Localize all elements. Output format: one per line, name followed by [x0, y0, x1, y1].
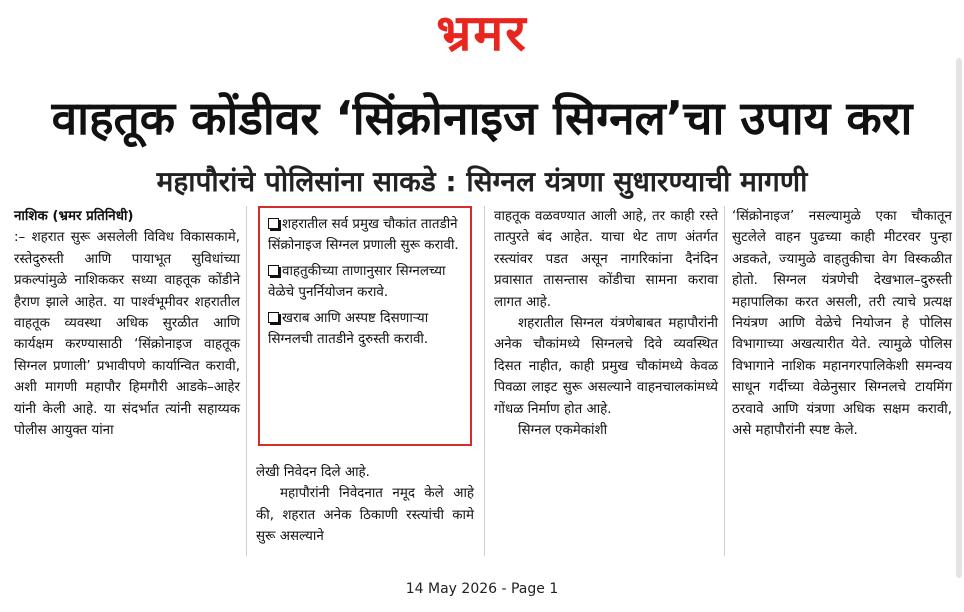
- column-2-para-2: महापौरांनी निवेदनात नमूद केले आहे की, शहरात अनेक ठिकाणी रस्त्यांची कामे सुरू असल्याने: [256, 486, 474, 545]
- column-3-para-1: वाहतूक वळवण्यात आली आहे, तर काही रस्ते तात्पुरते बंद आहेत. याचा थेट ताण अंतर्गत रस्त्यांवर पडत असून नागरिकांना दैनंदिन प्रवासात तासन्तास कोंडीचा सामना करावा लागत आहे.: [494, 209, 718, 310]
- column-1-text: :– शहरात सुरू असलेली विविध विकासकामे, रस्तेदुरुस्ती आणि पायाभूत सुविधांच्या प्रकल्पांमुळे नाशिककर सध्या वाहतूक कोंडीने हैराण झाले आहेत. या पार्श्वभूमीवर शहरातील वाहतूक व्यवस्था अधिक सुरळीत आणि कार्यक्षम करण्यासाठी ‘सिंक्रोनाइज वाहतूक सिग्नल प्रणाली’ प्रभावीपणे कार्यान्वित करावी, अशी मागणी महापौर हिमगौरी आडके–आहेर यांनी केली आहे. या संदर्भात त्यांनी सहाय्यक पोलीस आयुक्त यांना: [14, 230, 240, 439]
- vertical-scrollbar[interactable]: [956, 58, 962, 578]
- headline: वाहतूक कोंडीवर ‘सिंक्रोनाइज सिग्नल’चा उपाय करा: [51, 91, 913, 145]
- column-divider: [724, 206, 725, 556]
- demands-box: [258, 206, 472, 446]
- column-3-para-2: शहरातील सिग्नल यंत्रणेबाबत महापौरांनी अनेक चौकांमध्ये सिग्नलचे दिवे व्यवस्थित दिसत नाहीत, काही प्रमुख चौकांमध्ये केवळ पिवळा लाइट सुरू असल्याने वाहनचालकांमध्ये गोंधळ निर्माण होत आहे.: [494, 316, 718, 417]
- checkbox-bullet-icon: [268, 218, 279, 229]
- newspaper-logo: भ्रमर: [436, 4, 528, 62]
- column-divider: [246, 206, 247, 556]
- subheadline: महापौरांचे पोलिसांना साकडे : सिग्नल यंत्रणा सुधारण्याची मागणी: [156, 165, 808, 198]
- demand-item: [268, 214, 462, 257]
- page-footer: 14 May 2026 - Page 1: [405, 581, 559, 597]
- article-column-2: [256, 462, 474, 548]
- article-column-4: [732, 206, 952, 441]
- column-2-para-1: लेखी निवेदन दिले आहे.: [256, 465, 370, 480]
- checkbox-bullet-icon: [268, 265, 279, 276]
- column-4-text: ‘सिंक्रोनाइज’ नसल्यामुळे एका चौकातून सुटलेले वाहन पुढच्या काही मीटरवर पुन्हा अडकते, ज्यामुळे वाहतुकीचा वेग विस्कळीत होतो. सिग्नल यंत्रणेची देखभाल–दुरुस्ती महापालिका करत असली, तरी त्याचे प्रत्यक्ष नियंत्रण आणि वेळेचे नियोजन हे पोलिस विभागाच्या अखत्यारीत येते. त्यामुळे पोलिस विभागाने नाशिक महानगरपालिकेशी समन्वय साधून गर्दीच्या वेळेनुसार सिग्नलचे टायमिंग ठरवावे आणि यंत्रणा अधिक सक्षम करावी, असे महापौरांनी स्पष्ट केले.: [732, 209, 952, 439]
- checkbox-bullet-icon: [268, 312, 279, 323]
- demand-text: शहरातील सर्व प्रमुख चौकांत तातडीने सिंक्रोनाइज सिग्नल प्रणाली सुरू करावी.: [268, 217, 459, 254]
- demand-item: [268, 308, 462, 351]
- demand-item: [268, 261, 462, 304]
- column-divider: [484, 206, 485, 556]
- dateline: नाशिक (भ्रमर प्रतिनिधी): [14, 209, 134, 224]
- masthead: [0, 0, 964, 72]
- demand-text: वाहतुकीच्या ताणानुसार सिग्नलच्या वेळेचे पुनर्नियोजन करावे.: [268, 263, 446, 301]
- demand-text: खराब आणि अस्पष्ट दिसणाऱ्या सिग्नलची तातडीने दुरुस्ती करावी.: [268, 310, 429, 348]
- column-3-para-3: सिग्नल एकमेकांशी: [518, 423, 608, 439]
- article-column-1: [14, 206, 240, 441]
- article-column-3: [494, 206, 718, 441]
